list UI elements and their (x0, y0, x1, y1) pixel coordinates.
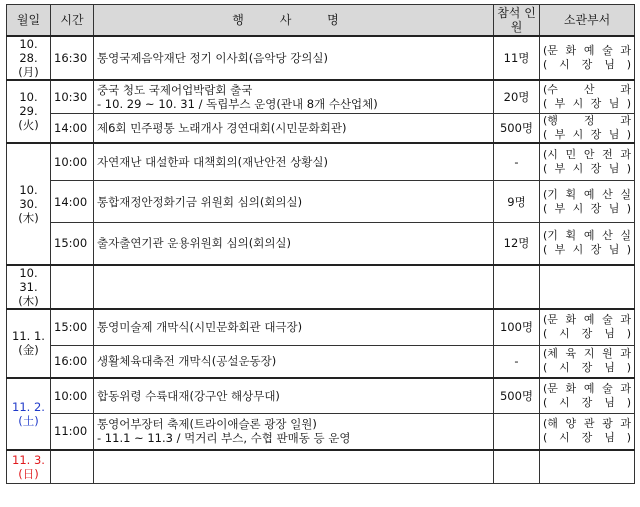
header-event-label: 행 사 명 (232, 13, 355, 27)
event-name-cell (94, 265, 494, 309)
date-cell: 10. 28. (月) (7, 36, 51, 80)
time-cell (51, 450, 94, 484)
dept-name: (문 화 예 술 과 (543, 313, 631, 327)
attendees-cell: 11명 (494, 36, 540, 80)
table-row (7, 346, 635, 378)
dept-officer: ( 부 시 장 님 ) (543, 96, 631, 110)
attendees-cell (494, 414, 540, 450)
attendees-cell (494, 265, 540, 309)
dept-cell (540, 450, 635, 484)
dept-cell (540, 36, 635, 80)
time-cell: 15:00 (51, 223, 94, 265)
dept-cell (540, 346, 635, 378)
dept-cell (540, 414, 635, 450)
date-cell: 10. 30. (木) (7, 143, 51, 265)
dept-officer: ( 시 장 님 ) (543, 431, 631, 445)
date-cell: 11. 2. (土) (7, 378, 51, 450)
event-name-cell: 제6회 민주평통 노래개사 경연대회(시민문화회관) (94, 113, 494, 143)
attendees-cell: - (494, 143, 540, 181)
attendees-cell: 500명 (494, 378, 540, 414)
event-name-cell: 중국 청도 국제어업박람회 출국 - 10. 29 ~ 10. 31 / 독립부스 운영(관내 8개 수산업체) (94, 80, 494, 113)
time-cell: 14:00 (51, 113, 94, 143)
event-name-cell: 생활체육대축전 개막식(공설운동장) (94, 346, 494, 378)
table-row (7, 223, 635, 265)
time-cell (51, 265, 94, 309)
table-row (7, 378, 635, 414)
dept-officer: ( 시 장 님 ) (543, 58, 631, 71)
table-row (7, 36, 635, 80)
dept-officer: ( 부 시 장 님 ) (543, 201, 631, 215)
event-name-cell: 통영미술제 개막식(시민문화회관 대극장) (94, 309, 494, 346)
dept-officer: ( 부 시 장 님 ) (543, 161, 631, 175)
time-cell: 15:00 (51, 309, 94, 346)
table-row (7, 265, 635, 309)
event-name-cell: 통영국제음악재단 정기 이사회(음악당 강의실) (94, 36, 494, 80)
dept-cell (540, 378, 635, 414)
time-cell: 16:00 (51, 346, 94, 378)
event-name-cell: 합동위령 수륙대재(강구안 해상무대) (94, 378, 494, 414)
dept-cell (540, 113, 635, 143)
table-row (7, 80, 635, 113)
dept-name: (문 화 예 술 과 (543, 44, 631, 57)
dept-cell (540, 143, 635, 181)
header-attendees: 참석 인원 (494, 5, 540, 37)
dept-name: (문 화 예 술 과 (543, 381, 631, 395)
schedule-table (6, 4, 635, 484)
attendees-cell: - (494, 346, 540, 378)
dept-officer: ( 부 시 장 님 ) (543, 127, 631, 141)
dept-name: (시 민 안 전 과 (543, 147, 631, 161)
table-row (7, 414, 635, 450)
time-cell: 14:00 (51, 181, 94, 223)
time-cell: 10:30 (51, 80, 94, 113)
header-row (7, 5, 635, 37)
dept-name: (기 획 예 산 실 (543, 229, 631, 243)
header-time: 시간 (51, 5, 94, 37)
attendees-cell (494, 450, 540, 484)
table-row (7, 113, 635, 143)
dept-cell (540, 223, 635, 265)
event-name-cell: 통영어부장터 축제(트라이애슬론 광장 일원) - 11.1 ~ 11.3 / 먹거리 부스, 수협 판매동 등 운영 (94, 414, 494, 450)
date-cell: 11. 1. (金) (7, 309, 51, 378)
event-name-cell: 출자출연기관 운용위원회 심의(회의실) (94, 223, 494, 265)
event-name-cell: 자연재난 대설한파 대책회의(재난안전 상황실) (94, 143, 494, 181)
attendees-cell: 20명 (494, 80, 540, 113)
table-row (7, 181, 635, 223)
dept-officer: ( 부 시 장 님 ) (543, 243, 631, 257)
dept-name: (행 정 과 (543, 113, 631, 127)
date-cell: 10. 31. (木) (7, 265, 51, 309)
event-name-cell (94, 450, 494, 484)
header-event (94, 5, 494, 37)
dept-name: (수 산 과 (543, 82, 631, 96)
dept-officer: ( 시 장 님 ) (543, 361, 631, 375)
attendees-cell: 100명 (494, 309, 540, 346)
header-date: 월일 (7, 5, 51, 37)
time-cell: 10:00 (51, 378, 94, 414)
attendees-cell: 9명 (494, 181, 540, 223)
attendees-cell: 500명 (494, 113, 540, 143)
dept-cell (540, 80, 635, 113)
header-dept: 소관부서 (540, 5, 635, 37)
time-cell: 11:00 (51, 414, 94, 450)
dept-cell (540, 265, 635, 309)
time-cell: 10:00 (51, 143, 94, 181)
event-name-cell: 통합재정안정화기금 위원회 심의(회의실) (94, 181, 494, 223)
dept-officer: ( 시 장 님 ) (543, 327, 631, 341)
date-cell: 11. 3. (日) (7, 450, 51, 484)
table-row (7, 143, 635, 181)
attendees-cell: 12명 (494, 223, 540, 265)
date-cell: 10. 29. (火) (7, 80, 51, 143)
table-row (7, 309, 635, 346)
dept-cell (540, 181, 635, 223)
time-cell: 16:30 (51, 36, 94, 80)
dept-name: (해 양 관 광 과 (543, 417, 631, 431)
dept-name: (체 육 지 원 과 (543, 347, 631, 361)
schedule-body (7, 36, 635, 484)
dept-name: (기 획 예 산 실 (543, 187, 631, 201)
table-row (7, 450, 635, 484)
dept-officer: ( 시 장 님 ) (543, 395, 631, 409)
dept-cell (540, 309, 635, 346)
